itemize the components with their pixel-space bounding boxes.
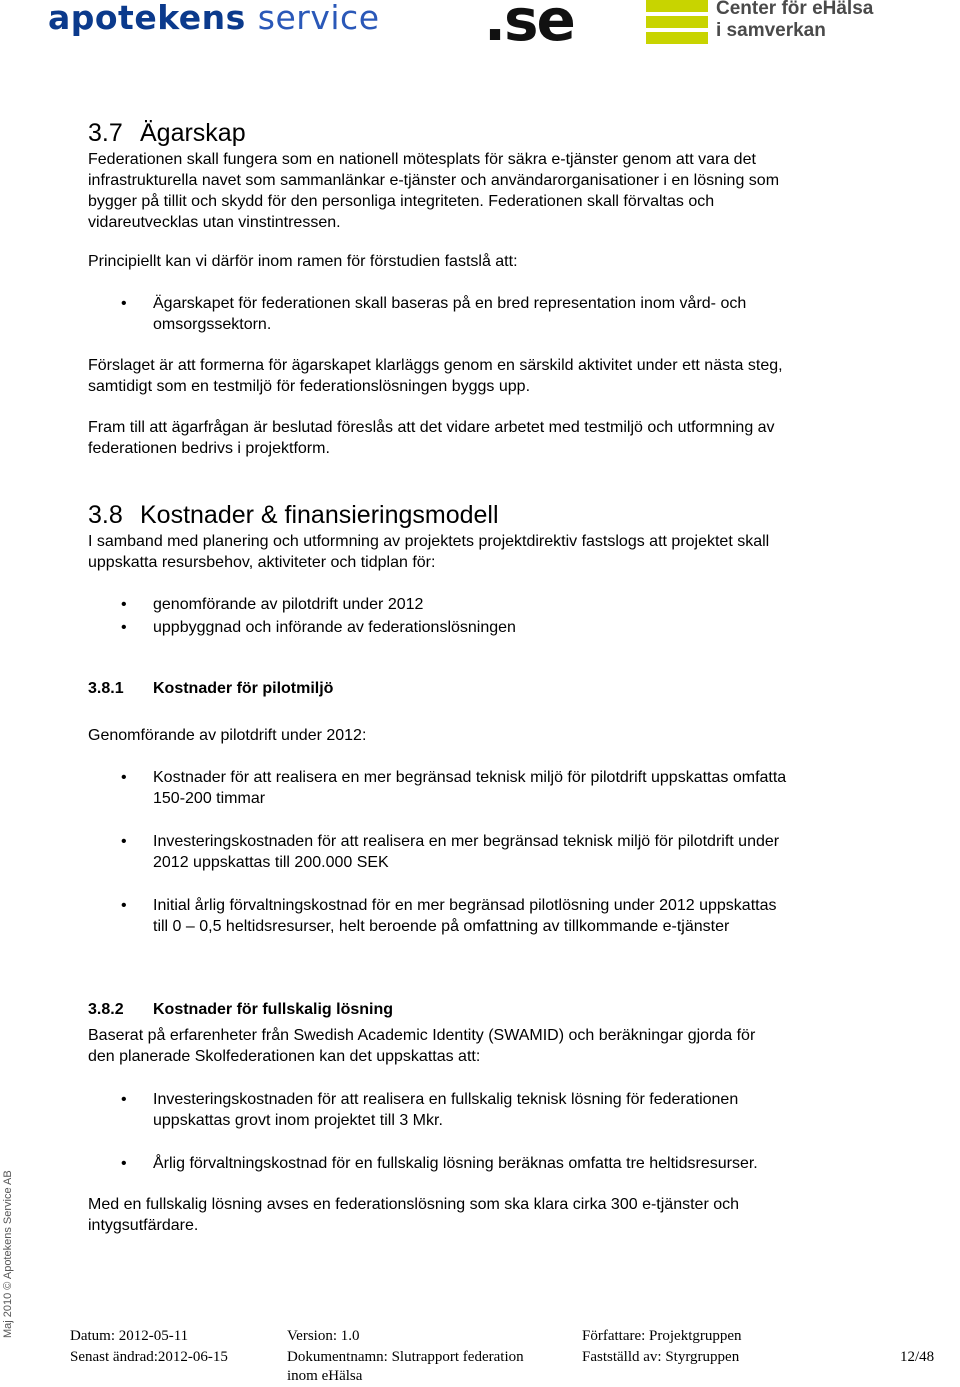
footer-page-number: 12/48 [900,1349,935,1365]
text-line: Principiellt kan vi därför inom ramen för förstudien fastslå att: [88,253,518,270]
section-title: Ägarskap [140,119,246,147]
section-heading-3-8-2 [88,999,888,1020]
text-line: uppskatta resursbehov, aktiviteter och tidplan för: [88,554,436,571]
text-line: federationen bedrivs i projektform. [88,440,330,457]
list-item [88,617,888,638]
bullet-icon: • [121,1155,127,1172]
section-heading-3-8 [88,499,888,531]
text-line: Förslaget är att formerna för ägarskapet klarläggs genom en särskild aktivitet under ett nästa steg, [88,357,783,374]
paragraph [88,355,888,397]
text-line: Investeringskostnaden för att realisera en fullskalig teknisk lösning för federationen [153,1091,739,1108]
list-item [88,1089,888,1131]
section-title: Kostnader för pilotmiljö [153,680,334,697]
bullet-list [88,767,888,937]
ehalsa-mark-icon [646,0,708,44]
paragraph [88,251,888,272]
text-line: Med en fullskalig lösning avses en federationslösning som ska klara cirka 300 e-tjänster och [88,1196,740,1213]
text-line: uppbyggnad och införande av federationslösningen [153,619,516,636]
section-number: 3.8.1 [88,680,124,697]
text-line: omsorgssektorn. [153,316,272,333]
bullet-icon: • [121,295,127,312]
section-title: Kostnader för fullskalig lösning [153,1001,394,1018]
section-number: 3.8.2 [88,1001,124,1018]
text-line: samtidigt som en testmiljö för federationslösningen byggs upp. [88,378,531,395]
section-heading-3-8-1 [88,678,888,699]
document-body [88,117,888,1236]
bullet-icon: • [121,897,127,914]
text-line: Ägarskapet för federationen skall baseras på en bred representation inom vård- och [153,295,747,312]
logo-apotekens-text: apotekens [48,0,246,37]
text-line: Fram till att ägarfrågan är beslutad föreslås att det vidare arbetet med testmiljö och utformning av [88,419,775,436]
text-line: intygsutfärdare. [88,1217,199,1234]
ehalsa-logo-line2: i samverkan [716,20,826,41]
list-item [88,293,888,335]
section-heading-3-7 [88,117,888,149]
ehalsa-logo-line1: Center för eHälsa [716,0,874,19]
bullet-list [88,293,888,335]
text-line: uppskattas grovt inom projektet till 3 Mkr. [153,1112,443,1129]
list-item [88,895,888,937]
section-number: 3.7 [88,119,123,147]
footer-datum: Datum: 2012-05-11 [70,1328,189,1344]
footer-senast-andrad: Senast ändrad:2012-06-15 [70,1349,228,1365]
bullet-icon: • [121,769,127,786]
list-item [88,831,888,873]
bullet-icon: • [121,833,127,850]
paragraph [88,531,888,573]
text-line: bygger på tillit och skydd för den personliga integriteten. Federationen skall förvaltas och [88,193,715,210]
bullet-icon: • [121,619,127,636]
footer-dokumentnamn: Dokumentnamn: Slutrapport federation [287,1349,524,1365]
footer-dokumentnamn-cont: inom eHälsa [287,1368,363,1384]
paragraph [88,149,888,233]
footer-faststalld: Fastställd av: Styrgruppen [582,1349,740,1365]
list-item [88,767,888,809]
text-line: den planerade Skolfederationen kan det uppskattas att: [88,1048,481,1065]
text-line: genomförande av pilotdrift under 2012 [153,596,424,613]
paragraph [88,1194,888,1236]
bullet-list [88,1089,888,1174]
text-line: infrastrukturella navet som sammanlänkar e-tjänster och användarorganisationer i en lösning som [88,172,780,189]
bullet-icon: • [121,1091,127,1108]
text-line: 150-200 timmar [153,790,266,807]
apotekens-service-logo [48,0,380,37]
bullet-list [88,594,888,638]
text-line: Initial årlig förvaltningskostnad för en mer begränsad pilotlösning under 2012 uppskattas [153,897,777,914]
copyright-side-label: Maj 2010 © Apotekens Service AB [2,1170,14,1338]
paragraph [88,725,888,746]
paragraph [88,417,888,459]
paragraph [88,1025,888,1067]
text-line: I samband med planering och utformning av projektets projektdirektiv fastslogs att projektet skall [88,533,770,550]
bullet-icon: • [121,596,127,613]
footer-version: Version: 1.0 [287,1328,360,1344]
text-line: Genomförande av pilotdrift under 2012: [88,727,367,744]
section-title: Kostnader & finansieringsmodell [140,501,499,529]
text-line: vidareutvecklas utan vinstintressen. [88,214,341,231]
text-line: 2012 uppskattas till 200.000 SEK [153,854,389,871]
list-item [88,1153,888,1174]
text-line: Federationen skall fungera som en nationell mötesplats för säkra e-tjänster genom att vara det [88,151,756,168]
footer-forfattare: Författare: Projektgruppen [582,1328,742,1344]
text-line: Årlig förvaltningskostnad för en fullskalig lösning beräknas omfatta tre heltidsresurser. [153,1155,758,1172]
text-line: Kostnader för att realisera en mer begränsad teknisk miljö för pilotdrift uppskattas omfatta [153,769,787,786]
center-for-ehalsa-logo [646,0,946,46]
text-line: till 0 – 0,5 heltidsresurser, helt beroende på omfattning av tillkommande e-tjänster [153,918,730,935]
page-footer [0,1324,960,1383]
se-logo: .se [484,0,574,54]
page-header [0,0,960,54]
section-number: 3.8 [88,501,123,529]
text-line: Baserat på erfarenheter från Swedish Academic Identity (SWAMID) och beräkningar gjorda för [88,1027,756,1044]
logo-service-text: service [257,0,380,37]
text-line: Investeringskostnaden för att realisera en mer begränsad teknisk miljö för pilotdrift under [153,833,780,850]
list-item [88,594,888,615]
